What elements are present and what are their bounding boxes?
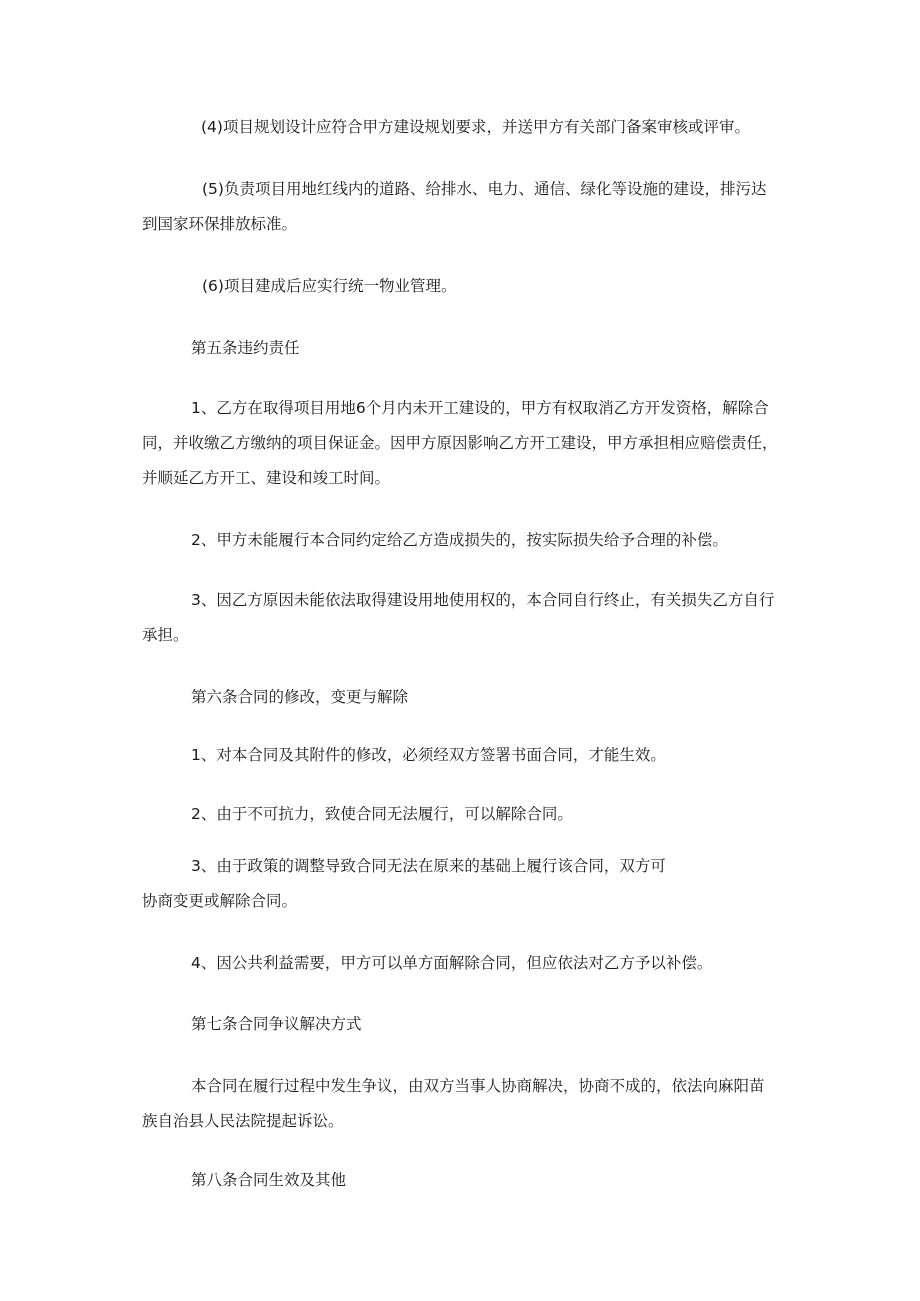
clause-item-5-line-1: (5)负责项目用地红线内的道路、给排水、电力、通信、绿化等设施的建设，排污达 [202,180,767,198]
clause-item-6: (6)项目建成后应实行统一物业管理。 [202,277,457,295]
article-7-heading: 第七条合同争议解决方式 [191,1015,362,1033]
article-6-para-3-line-2: 协商变更或解除合同。 [142,892,298,910]
article-7-para-1-line-1: 本合同在履行过程中发生争议，由双方当事人协商解决，协商不成的，依法向麻阳苗 [191,1077,765,1095]
article-7-para-1-line-2: 族自治县人民法院提起诉讼。 [142,1112,344,1130]
article-8-heading: 第八条合同生效及其他 [191,1171,347,1189]
article-5-para-3-line-2: 承担。 [142,626,189,644]
article-6-para-2: 2、由于不可抗力，致使合同无法履行，可以解除合同。 [191,805,573,823]
article-6-para-3-line-1: 3、由于政策的调整导致合同无法在原来的基础上履行该合同，双方可 [191,857,666,875]
article-5-para-3-line-1: 3、因乙方原因未能依法取得建设用地使用权的，本合同自行终止，有关损失乙方自行 [191,591,775,609]
article-5-para-2: 2、甲方未能履行本合同约定给乙方造成损失的，按实际损失给予合理的补偿。 [191,531,728,549]
article-6-para-1: 1、对本合同及其附件的修改，必须经双方签署书面合同，才能生效。 [191,746,666,764]
clause-item-5-line-2: 到国家环保排放标准。 [142,215,298,233]
article-5-para-1-line-1: 1、乙方在取得项目用地6个月内未开工建设的，甲方有权取消乙方开发资格，解除合 [191,399,769,417]
article-5-para-1-line-3: 并顺延乙方开工、建设和竣工时间。 [142,469,391,487]
article-5-heading: 第五条违约责任 [191,339,300,357]
article-6-heading: 第六条合同的修改，变更与解除 [191,688,409,706]
clause-item-4: (4)项目规划设计应符合甲方建设规划要求，并送甲方有关部门备案审核或评审。 [201,118,750,136]
article-6-para-4: 4、因公共利益需要，甲方可以单方面解除合同，但应依法对乙方予以补偿。 [191,954,713,972]
article-5-para-1-line-2: 同，并收缴乙方缴纳的项目保证金。因甲方原因影响乙方开工建设，甲方承担相应赔偿责任， [142,434,778,452]
